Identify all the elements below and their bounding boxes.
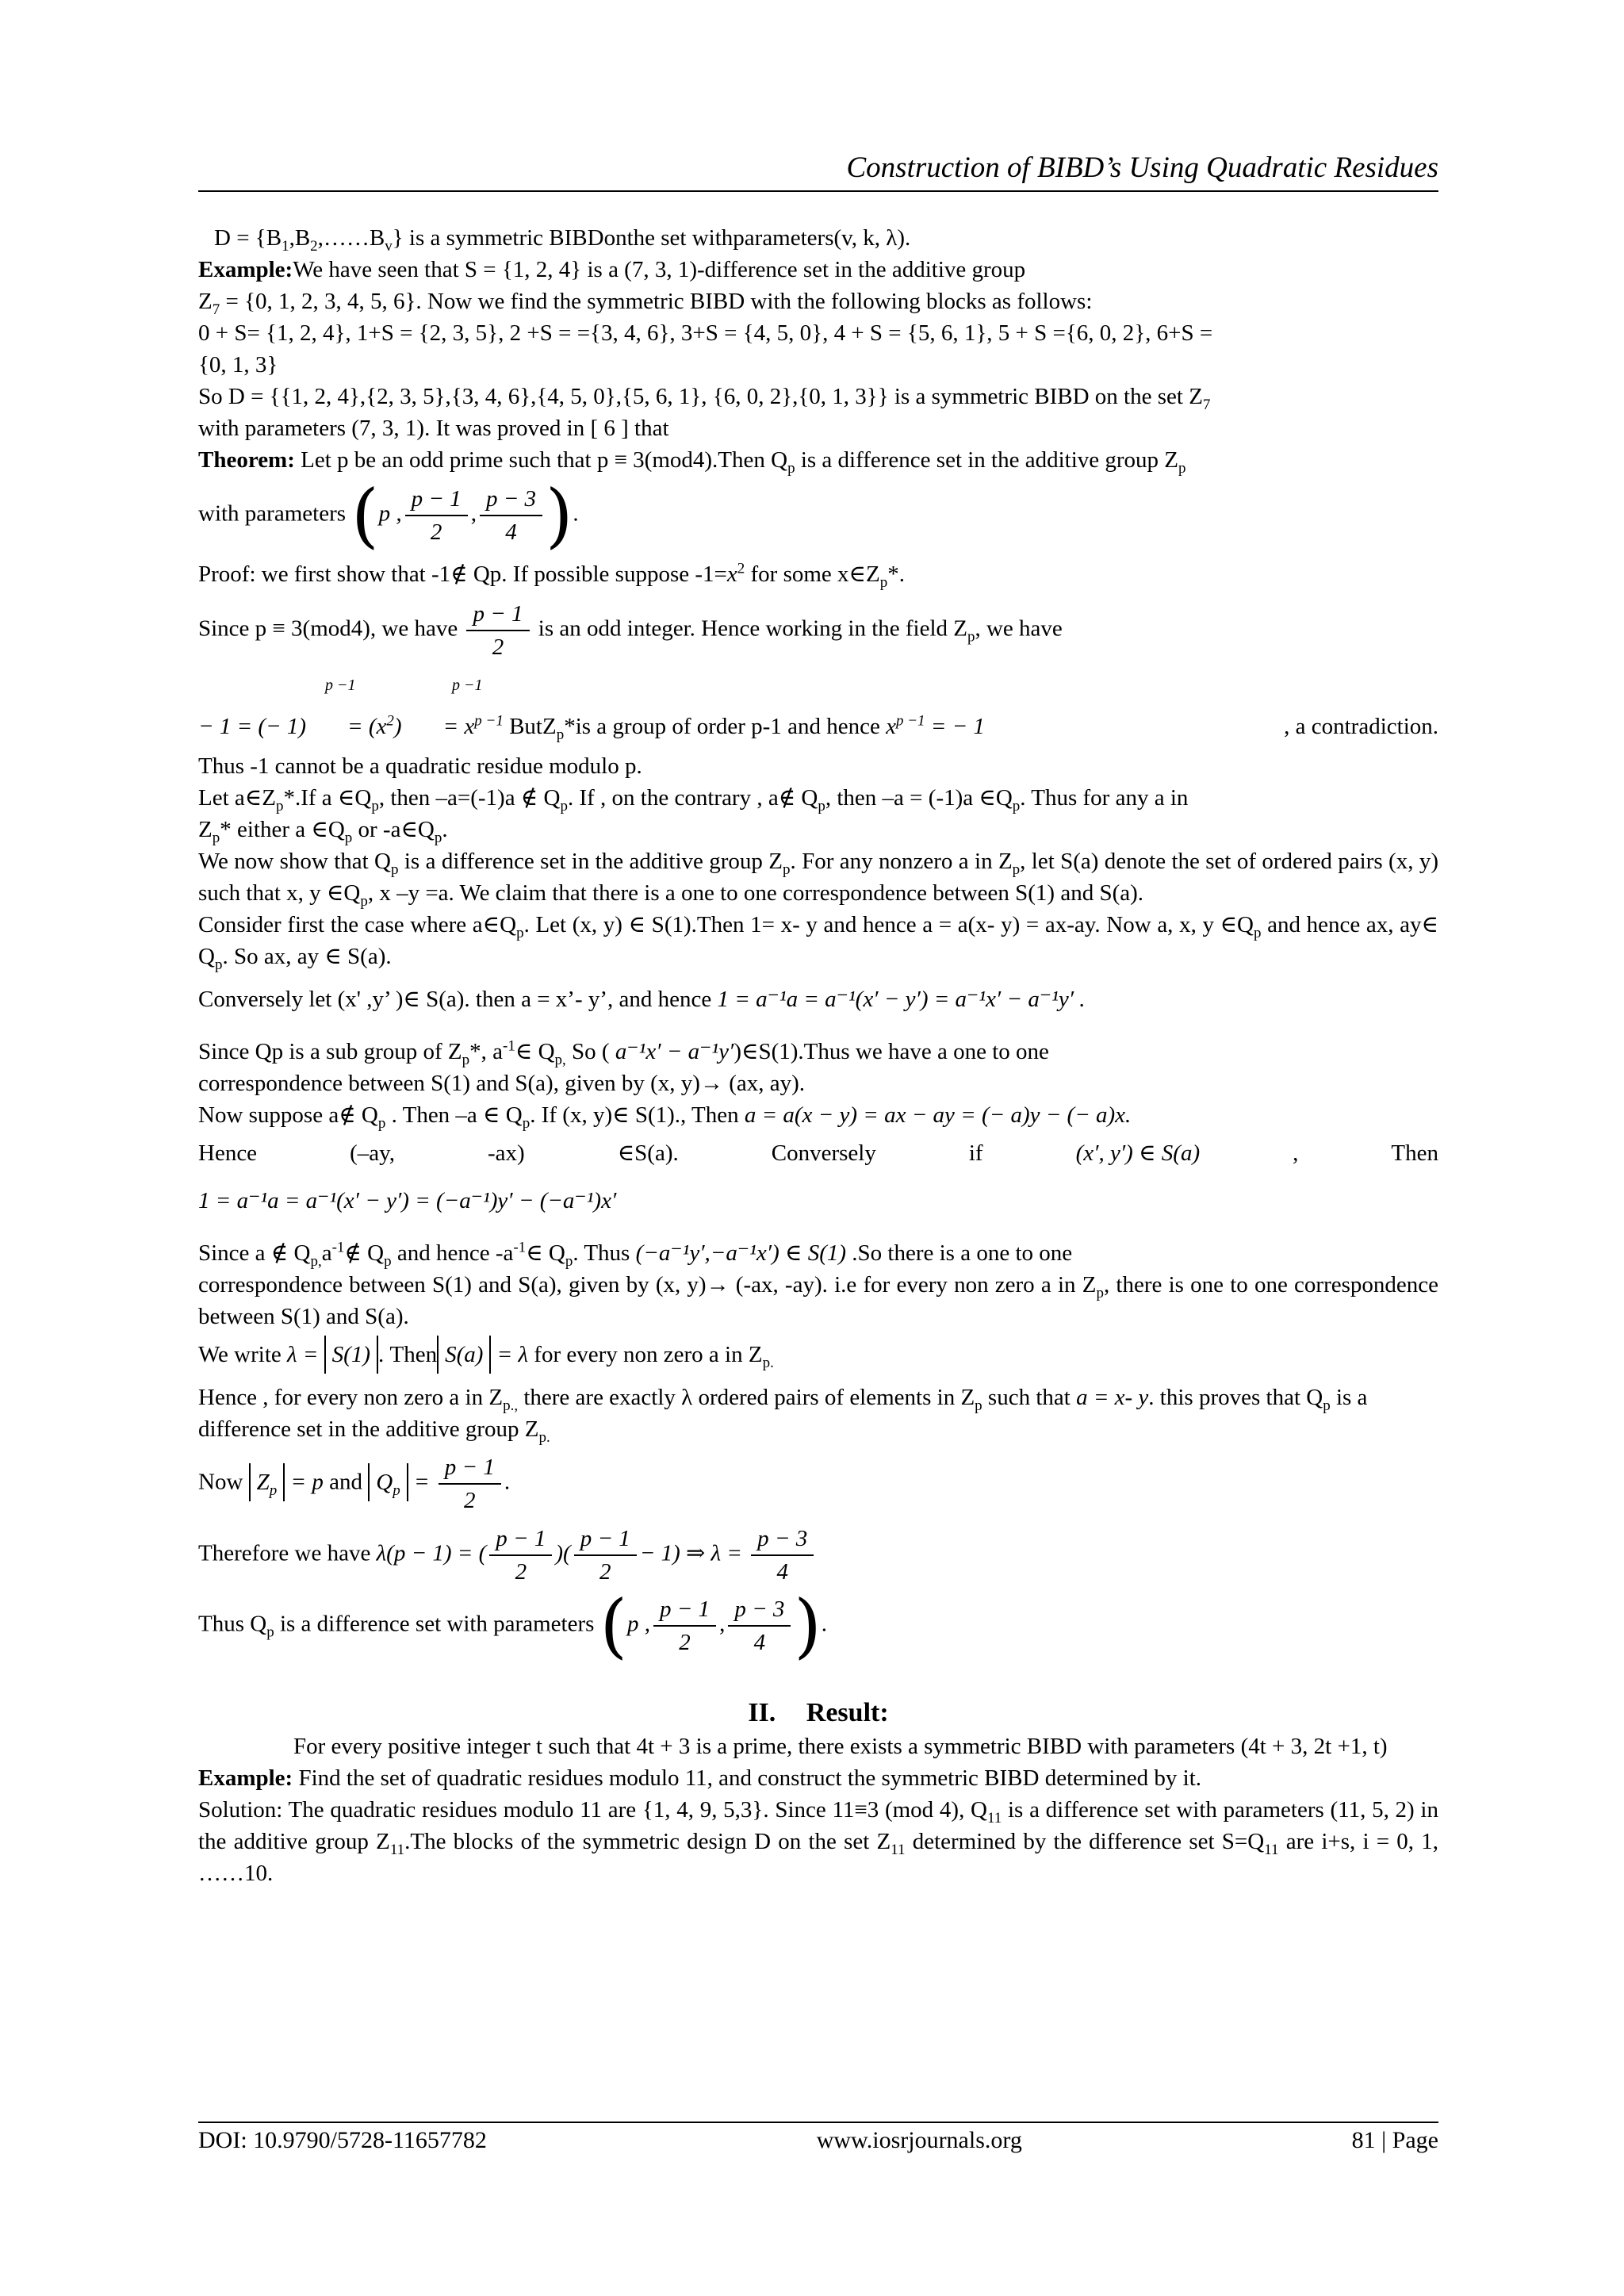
text: there are exactly λ ordered pairs of elements in Z [518,1385,975,1410]
math: λ = [287,1342,319,1367]
doi: DOI: 10.9790/5728-11657782 [198,2127,487,2153]
math: − 1) ⇒ λ = [639,1540,742,1566]
exponent: p −1 [325,677,356,694]
subscript: p [565,1252,573,1270]
subscript: p [1012,861,1021,878]
text: Therefore we have [198,1540,371,1566]
math: = − 1 [930,714,985,739]
correspondence-paragraph [198,1269,1438,1332]
abs-value: S(a) [437,1336,491,1374]
text: Now [198,1469,243,1495]
now-suppose-line [198,1099,1438,1131]
numerator: p − 1 [466,598,529,631]
text: , x –y =a. We claim that there is a one to one correspondence between S(1) and S(a). [367,880,1144,906]
parameters-line: with parameters (7, 3, 1). It was proved in [ 6 ] that [198,416,669,441]
math: Z [256,1469,270,1495]
proof-line [198,558,1438,590]
denominator: 2 [679,1630,691,1655]
subscript: p [344,829,353,846]
text: with parameters [198,500,347,527]
theorem-parameters [198,474,1438,556]
subscript: p [1178,459,1186,477]
text: Since p ≡ 3(mod4), we have [198,615,458,642]
text: Proof: we first show that -1∉ Qp. If possible suppose -1= [198,562,727,587]
text: . Then [377,1342,438,1367]
math: x [886,714,896,739]
text: . [821,1611,827,1637]
text: determined by the difference set S=Q [905,1829,1265,1854]
example-label: Example: [198,1765,293,1791]
journal-site-link[interactable]: www.iosrjournals.org [816,2127,1022,2153]
math: p , [626,1611,650,1637]
subscript: p [360,892,368,910]
subscript: 2 [310,237,318,255]
text: and hence ax, ay∈ Q [198,912,1439,969]
subscript: p, [554,1051,566,1068]
text: , [470,500,477,527]
text: are i+s, i = 0, 1, ……10. [198,1829,1438,1886]
fraction [728,1593,791,1658]
text: . For any nonzero a in Z [790,849,1013,874]
math: λ(p − 1) = ( [376,1540,487,1566]
fraction [405,483,468,548]
section-number: II. [748,1698,776,1727]
denominator: 2 [599,1559,611,1585]
hence-paragraph [198,1382,1438,1445]
text: *is a group of order p-1 and hence [564,714,880,739]
text: is a difference set in the additive group Z [198,1385,1368,1442]
subscript: p [879,573,888,591]
text: } is a symmetric BIBDonthe set withparameters(v, k, λ). [392,225,911,251]
page-number: 81 | Page [1351,2127,1438,2153]
subscript: p [560,797,568,815]
blocks-line: 0 + S= {1, 2, 4}, 1+S = {2, 3, 5}, 2 +S = ={3, 4, 6}, 3+S = {4, 5, 0}, 4 + S = {5, 6, 1}, 5 + S ={6, 0, 2}, 6+S = [198,320,1213,346]
subscript: p [377,1114,386,1132]
numerator: p − 1 [405,483,468,516]
text: a [321,1240,332,1266]
subscript: 11 [891,1841,906,1858]
text: . [573,500,579,527]
text: Conversely [771,1140,876,1166]
text: is a difference set in the additive group Z [795,447,1179,473]
denominator: 2 [515,1559,527,1585]
math: − 1 = (− 1) [198,714,307,739]
subscript: p [462,1051,470,1068]
footer [198,2127,1438,2154]
subscript: p [1254,924,1262,941]
text: Let p be an odd prime such that p ≡ 3(mod4).Then Q [294,447,788,473]
text: . [504,1469,511,1495]
example2-line [198,1762,1438,1794]
math: = x [442,714,475,739]
design-line [198,381,1438,412]
subscript: 11 [389,1841,405,1858]
text: We now show that Q [198,849,391,874]
text: . Thus [573,1240,630,1266]
text: and hence -a [391,1240,514,1266]
left-paren-icon: ( [599,1585,627,1666]
text: , [719,1611,726,1637]
abs-value: S(1) [324,1336,378,1374]
now-line [198,1451,1438,1516]
section-title: Result: [806,1698,889,1727]
text: Find the set of quadratic residues modulo 11, and construct the symmetric BIBD determined by it. [293,1765,1202,1791]
denominator: 4 [505,519,517,545]
superscript: -1 [331,1239,345,1256]
paragraph-case-one [198,909,1438,972]
subscript: p [516,924,524,941]
running-header: Construction of BIBD’s Using Quadratic Residues [846,151,1438,184]
text: . If , on the contrary , a∉ Q [567,785,818,811]
denominator: 2 [492,634,504,660]
section-heading [198,1696,1438,1731]
math: = [413,1469,430,1495]
math: 1 = a⁻¹a = a⁻¹(x′ − y′) = a⁻¹x′ − a⁻¹y′ . [717,987,1086,1012]
subscript: p [393,1481,400,1499]
superscript: p −1 [895,712,925,730]
text: Z [198,817,213,842]
numerator: p − 1 [653,1593,716,1627]
text: (–ay, [350,1140,395,1166]
line-D-definition [198,222,1438,254]
text: -ax) [488,1140,525,1166]
subscript: p [556,726,565,743]
text: for some x∈Z [745,562,880,587]
denominator: 2 [464,1488,476,1513]
subscript: p [975,1397,982,1414]
footer-rule [198,2122,1438,2123]
blocks-line-cont: {0, 1, 3} [198,352,278,378]
header-rule [198,190,1438,192]
text: ∉ Q [344,1240,385,1266]
theorem-line [198,444,1438,476]
math: = (x [347,714,387,739]
denominator: 4 [776,1559,788,1585]
text: We have seen that S = {1, 2, 4} is a (7, 3, 1)-difference set in the additive group [293,257,1026,282]
text: = {0, 1, 2, 3, 4, 5, 6}. Now we find the symmetric BIBD with the following blocks as follows: [220,289,1093,314]
superscript: 2 [737,560,745,577]
text: Solution: The quadratic residues modulo 11 are {1, 4, 9, 5,3}. Since 11≡3 (mod 4), Q [198,1797,987,1823]
subscript: 7 [1202,396,1211,413]
text: Since Qp is a sub group of Z [198,1039,462,1064]
text: ,B [289,225,311,251]
text: Let a∈Z [198,785,276,811]
text: Then [1391,1140,1438,1166]
text: , a contradiction. [1284,714,1438,739]
subscript: p [275,797,284,815]
numerator: p − 3 [480,483,542,516]
subscript: p [214,956,223,973]
text: , there is one to one correspondence between S(1) and S(a). [198,1272,1438,1329]
right-paren-icon: ) [794,1585,822,1666]
text: ∈S(a). [617,1140,679,1166]
since-not-in-line [198,1237,1438,1269]
subscript: p [1096,1284,1104,1301]
text: such that [982,1385,1077,1410]
denominator: 4 [753,1630,766,1655]
text: ∈ Q [515,1039,555,1064]
text: , let S(a) denote the set of ordered pairs (x, y) such that x, y ∈Q [198,849,1438,906]
exponent: p −1 [452,677,483,694]
subscript: 1 [282,237,289,255]
numerator: p − 3 [751,1523,814,1556]
math: a = x- y [1076,1385,1149,1410]
denominator: 2 [430,519,442,545]
fraction [653,1593,716,1658]
text: ∈ Q [526,1240,565,1266]
subscript: p., [503,1397,519,1414]
text: *. [887,562,905,587]
text: * either a ∈Q [220,817,345,842]
subscript: p [371,797,379,815]
subscript: p. [762,1354,774,1371]
subscript: v [385,237,393,255]
theorem-label: Theorem: [198,447,295,473]
text: or -a∈Q [352,817,435,842]
subscript: p [818,797,825,815]
subscript: p [967,628,975,646]
text: . this proves that Q [1148,1385,1323,1410]
text: is an odd integer. Hence working in the field Z [538,615,967,642]
fraction [489,1523,552,1588]
text: )∈S(1).Thus we have a one to one [733,1039,1049,1064]
numerator: p − 1 [489,1523,552,1556]
therefore-line [198,1523,1438,1588]
superscript: p −1 [474,712,504,730]
inverse-equation: 1 = a⁻¹a = a⁻¹(x′ − y′) = (−a⁻¹)y′ − (−a⁻¹)x′ [198,1188,617,1213]
text: . If (x, y)∈ S(1)., Then [530,1102,739,1128]
math: (x′, y′) ∈ S(a) [1075,1140,1201,1166]
correspondence-line: correspondence between S(1) and S(a), given by (x, y)→ (ax, ay). [198,1071,806,1096]
math: x [726,562,737,587]
text: *, a [469,1039,504,1064]
text: Since a ∉ Q [198,1240,311,1266]
conversely-line [198,983,1438,1015]
equation-left [198,711,985,742]
subscript: p [1323,1397,1331,1414]
text: , then –a = (-1)a ∈Q [825,785,1013,811]
hence-line [198,1137,1438,1169]
text: and [329,1469,362,1495]
subscript: p [269,1481,278,1499]
text: Hence , for every non zero a in Z [198,1385,504,1410]
paragraph-difference-set [198,845,1438,909]
text: Conversely let (x' ,y’ )∈ S(a). then a = x’- y’, and hence [198,987,712,1012]
fraction [439,1451,501,1516]
text: is a difference set with parameters [274,1611,595,1637]
math: p , [378,500,402,527]
right-paren-icon: ) [546,474,573,556]
text: . Let (x, y) ∈ S(1).Then 1= x- y and hence a = a(x- y) = ax-ay. Now a, x, y ∈Q [523,912,1254,937]
thus-line: Thus -1 cannot be a quadratic residue modulo p. [198,753,642,779]
text: is a difference set in the additive group Z [398,849,783,874]
text: So D = {{1, 2, 4},{2, 3, 5},{3, 4, 6},{4, 5, 0},{5, 6, 1}, {6, 0, 2},{0, 1, 3}} is a symmetric BIBD on the set Z [198,384,1203,409]
text: . Then –a ∈ Q [385,1102,523,1128]
text: Consider first the case where a∈Q [198,912,517,937]
since-subgroup-line [198,1036,1438,1068]
subscript: p [266,1623,274,1641]
main-text [198,222,1438,1889]
subscript: p [787,459,795,477]
text: is a difference set with parameters (11, 5, 2) in the additive group Z [198,1797,1438,1854]
since-line [198,598,1438,663]
subscript: p [522,1114,530,1132]
fraction [480,483,542,548]
subscript: p [1012,797,1021,815]
subscript: p [783,861,791,878]
text: We write [198,1342,282,1367]
subscript: p [434,829,442,846]
text: *.If a ∈Q [283,785,372,811]
equation-body [198,711,1438,742]
text: Z [198,289,213,314]
math: )( [555,1540,571,1566]
text: Hence [198,1140,258,1166]
text: .So there is a one to one [846,1240,1073,1266]
text: . Thus for any a in [1020,785,1189,811]
math: Q [376,1469,393,1495]
text: for every non zero a in Z [534,1342,763,1367]
fraction [466,598,529,663]
subscript: p [212,829,220,846]
text: D = {B [214,225,282,251]
solution-paragraph [198,1794,1438,1889]
z7-line [198,286,1438,317]
subscript: p. [538,1428,550,1446]
numerator: p − 3 [728,1593,791,1627]
superscript: -1 [503,1037,515,1055]
example-line [198,254,1438,286]
text: . [442,817,448,842]
abs-value [249,1463,285,1501]
fraction [574,1523,637,1588]
superscript: 2 [386,712,394,730]
either-line [198,814,1438,845]
text: if [968,1140,983,1166]
fraction [751,1523,814,1588]
text: Now suppose a∉ Q [198,1102,378,1128]
we-write-line [198,1336,1438,1374]
subscript: p [384,1252,392,1270]
left-paren-icon: ( [351,474,379,556]
numerator: p − 1 [439,1451,501,1485]
math: a⁻¹x′ − a⁻¹y′ [615,1039,734,1064]
text: . So ax, ay ∈ S(a). [222,944,392,969]
subscript: p [391,861,399,878]
equation-line [198,663,1438,750]
text: So ( [565,1039,610,1064]
subscript: 11 [1264,1841,1279,1858]
math: a = a(x − y) = ax − ay = (− a)y − (− a)x. [744,1102,1132,1128]
example-label: Example: [198,257,293,282]
math: ) [393,714,402,739]
superscript: -1 [513,1239,527,1256]
subscript: 7 [212,301,220,318]
text: correspondence between S(1) and S(a), given by (x, y)→ (-ax, -ay). i.e for every non zero a in Z [198,1272,1097,1297]
math: = p [290,1469,324,1495]
text: Thus Q [198,1611,267,1637]
result-paragraph: For every positive integer t such that 4t + 3 is a prime, there exists a symmetric BIBD with parameters (4t + 3, 2t +1, t) [293,1734,1388,1759]
let-line [198,782,1438,814]
thus-parameters-line [198,1585,1438,1666]
text: , we have [975,615,1063,642]
math: (−a⁻¹y′,−a⁻¹x′) ∈ S(1) [635,1240,847,1266]
numerator: p − 1 [574,1523,637,1556]
subscript: p, [310,1252,322,1270]
abs-value [368,1463,408,1501]
text: .The blocks of the symmetric design D on the set Z [404,1829,891,1854]
text: ,……B [317,225,385,251]
text: , [1293,1140,1299,1166]
text: ButZ [509,714,557,739]
text: , then –a=(-1)a ∉ Q [378,785,561,811]
math: = λ [496,1342,529,1367]
subscript: 11 [986,1809,1002,1826]
